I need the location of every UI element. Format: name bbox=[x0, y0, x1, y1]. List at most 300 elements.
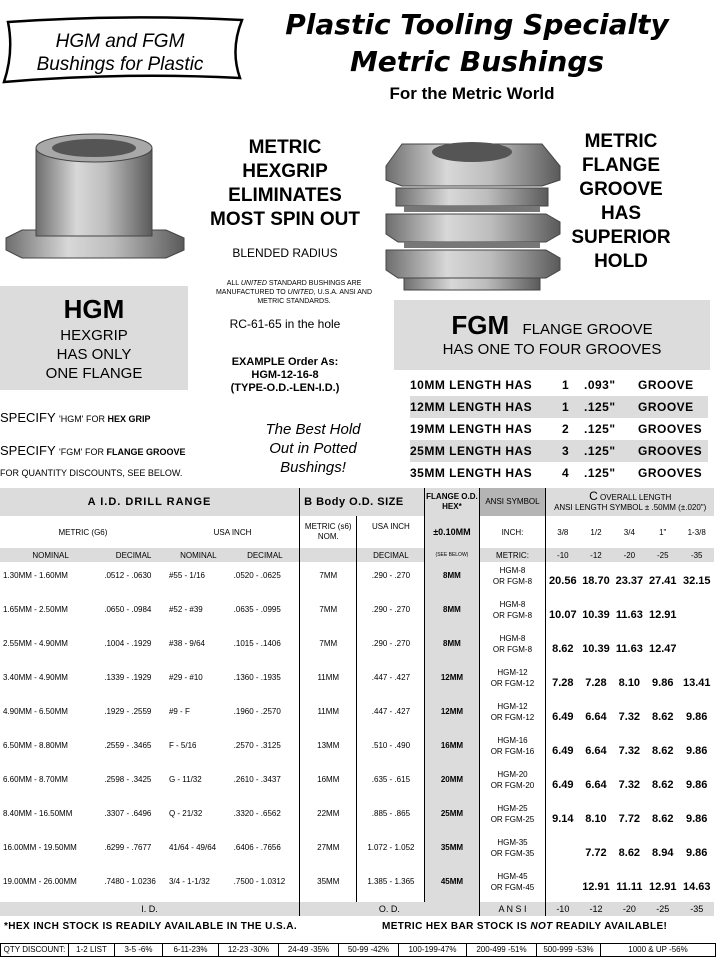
flange-size: 8MM bbox=[425, 596, 479, 630]
hgm-title: HGM bbox=[63, 294, 125, 324]
ansi-fgm: OR FGM-16 bbox=[490, 747, 535, 756]
length-value: 7.32 bbox=[618, 779, 641, 791]
best-hold-callout bbox=[254, 420, 372, 477]
od-nominal: 22MM bbox=[300, 800, 357, 834]
ansi-standards-note bbox=[210, 279, 378, 306]
qty-tier: 200-499 -51% bbox=[467, 944, 537, 956]
od-nominal: 16MM bbox=[300, 766, 357, 800]
length-value: 6.49 bbox=[546, 698, 579, 732]
metric-decimal: .1004 - .1929 bbox=[104, 639, 152, 648]
qty-tier: 24-49 -35% bbox=[279, 944, 339, 956]
length-value: 8.10 bbox=[618, 677, 641, 689]
note-text: STANDARD BUSHINGS ARE MANUFACTURED TO bbox=[215, 280, 362, 296]
metric-decimal: .7480 - 1.0236 bbox=[104, 877, 156, 886]
col-flange: FLANGE O.D. HEX* bbox=[425, 488, 479, 516]
ansi-symbol bbox=[479, 868, 546, 902]
groove-word: GROOVE bbox=[638, 378, 694, 392]
inch-decimal: .1960 - .2570 bbox=[233, 707, 281, 716]
metric-decimal: .6299 - .7677 bbox=[104, 843, 152, 852]
banner-text bbox=[8, 30, 232, 76]
note-brand: UNITED, bbox=[287, 289, 316, 296]
metric-nominal: 4.90MM - 6.50MM bbox=[3, 707, 68, 716]
callout-line: Out in Potted bbox=[269, 440, 357, 457]
ansi-fgm: OR FGM-8 bbox=[492, 645, 533, 654]
metric-hexgrip-heading bbox=[190, 136, 380, 232]
fgm-subtitle: FLANGE GROOVE bbox=[522, 321, 653, 338]
ansi-symbol bbox=[479, 630, 546, 664]
od-usa-inch-label: USA INCH bbox=[357, 516, 425, 548]
table-row bbox=[0, 562, 714, 596]
groove-table bbox=[410, 374, 708, 484]
table-row bbox=[0, 630, 714, 664]
length-value: 14.63 bbox=[682, 881, 711, 893]
table-row bbox=[0, 664, 714, 698]
od-decimal: 1.385 - 1.365 bbox=[357, 868, 425, 902]
ansi-fgm: OR FGM-8 bbox=[492, 611, 533, 620]
groove-row bbox=[410, 374, 708, 396]
fgm-bushing-image bbox=[382, 130, 562, 298]
ansi-symbol bbox=[479, 834, 546, 868]
groove-size: .093" bbox=[584, 378, 616, 392]
groove-length: 19MM LENGTH HAS bbox=[410, 422, 533, 436]
od-decimal: .290 - .270 bbox=[357, 630, 425, 664]
ansi-fgm: OR FGM-12 bbox=[490, 679, 535, 688]
ansi-fgm: OR FGM-45 bbox=[490, 883, 535, 892]
qty-tier: 6-11-23% bbox=[163, 944, 219, 956]
desc-line: HEXGRIP bbox=[60, 327, 128, 344]
length-value: 8.10 bbox=[585, 813, 607, 825]
quantity-discount-bar bbox=[0, 943, 716, 957]
groove-count: 1 bbox=[562, 378, 570, 392]
length-value: 12.47 bbox=[648, 643, 677, 655]
length-value: 7.28 bbox=[585, 677, 607, 689]
inch-size: 3/8 bbox=[546, 516, 579, 548]
qty-tier: 100-199-47% bbox=[399, 944, 467, 956]
note-brand: UNITED bbox=[240, 280, 267, 287]
hgm-bushing-image bbox=[2, 126, 186, 286]
col-group-c bbox=[546, 488, 714, 516]
groove-length: 25MM LENGTH HAS bbox=[410, 444, 533, 458]
example-format: (TYPE-O.D.-LEN-I.D.) bbox=[230, 382, 340, 394]
ansi-hgm: HGM-16 bbox=[497, 736, 528, 745]
ansi-symbol bbox=[479, 732, 546, 766]
groove-row bbox=[410, 440, 708, 462]
groove-row bbox=[410, 418, 708, 440]
length-value: 13.41 bbox=[682, 677, 711, 689]
table-footer-row bbox=[0, 902, 714, 916]
ansi-fgm: OR FGM-25 bbox=[490, 815, 535, 824]
qty-tier: 3-5 -6% bbox=[115, 944, 163, 956]
rc-hole-note: RC-61-65 in the hole bbox=[229, 317, 341, 331]
length-value: 9.86 bbox=[686, 813, 708, 825]
groove-word: GROOVES bbox=[638, 422, 703, 436]
metric-nominal: 19.00MM - 26.00MM bbox=[3, 877, 77, 886]
groove-count: 4 bbox=[562, 466, 570, 480]
metric-s6-label bbox=[300, 516, 357, 548]
od-decimal: .290 - .270 bbox=[357, 562, 425, 596]
nominal-label: NOMINAL bbox=[166, 548, 231, 562]
inch-decimal: .1015 - .1406 bbox=[233, 639, 281, 648]
flange-size: 8MM bbox=[425, 562, 479, 596]
title-line-1: Plastic Tooling Specialty bbox=[285, 8, 669, 41]
metric-nominal: 8.40MM - 16.50MM bbox=[3, 809, 73, 818]
flange-size: 8MM bbox=[425, 630, 479, 664]
note-text: READILY AVAILABLE! bbox=[552, 921, 668, 932]
col-group-a: A I.D. DRILL RANGE bbox=[0, 488, 300, 516]
heading-line: HAS bbox=[600, 203, 642, 224]
od-decimal: .885 - .865 bbox=[357, 800, 425, 834]
inch-nominal: #29 - #10 bbox=[168, 673, 203, 682]
length-value: 8.62 bbox=[652, 711, 674, 723]
length-value: 9.86 bbox=[686, 745, 708, 757]
hex-inch-stock-note: *HEX INCH STOCK IS READILY AVAILABLE IN THE U.S.A. bbox=[4, 921, 297, 932]
length-value: 11.11 bbox=[616, 881, 643, 893]
tagline: For the Metric World bbox=[389, 84, 555, 103]
inch-nominal: 41/64 - 49/64 bbox=[168, 843, 217, 852]
fgm-title: FGM bbox=[451, 310, 510, 340]
od-nominal: 7MM bbox=[300, 596, 357, 630]
inch-decimal: .0520 - .0625 bbox=[233, 571, 281, 580]
metric-code: -20 bbox=[613, 548, 646, 562]
groove-size: .125" bbox=[584, 400, 616, 414]
length-value: 12.91 bbox=[648, 609, 677, 621]
table-header-row-1 bbox=[0, 488, 714, 516]
table-row bbox=[0, 698, 714, 732]
heading-line: MOST SPIN OUT bbox=[210, 209, 360, 230]
flange-size: 35MM bbox=[425, 834, 479, 868]
inch-decimal: .3320 - .6562 bbox=[233, 809, 281, 818]
inch-size: 1-3/8 bbox=[687, 527, 706, 537]
metric-g6-label: METRIC (G6) bbox=[58, 527, 108, 537]
metric-nominal: 1.30MM - 1.60MM bbox=[3, 571, 68, 580]
foot-id-label: I. D. bbox=[0, 902, 300, 916]
length-value: 7.32 bbox=[618, 711, 641, 723]
heading-line: GROOVE bbox=[579, 179, 663, 200]
length-value: 7.28 bbox=[546, 664, 579, 698]
ansi-hgm: HGM-8 bbox=[499, 566, 526, 575]
length-value: 7.72 bbox=[618, 813, 641, 825]
table-row bbox=[0, 834, 714, 868]
length-value: 23.37 bbox=[615, 575, 644, 587]
flange-tolerance: ±0.10MM bbox=[425, 516, 479, 548]
metric-nominal: 6.50MM - 8.80MM bbox=[3, 741, 68, 750]
col-c-letter: C bbox=[589, 489, 598, 503]
foot-code: -25 bbox=[646, 902, 679, 916]
length-value: 7.72 bbox=[585, 847, 607, 859]
ansi-hgm: HGM-35 bbox=[497, 838, 528, 847]
example-code: HGM-12-16-8 bbox=[251, 369, 319, 381]
metric-decimal: .1339 - .1929 bbox=[104, 673, 152, 682]
table-row bbox=[0, 766, 714, 800]
desc-line: ONE FLANGE bbox=[45, 365, 143, 382]
decimal-label: DECIMAL bbox=[231, 548, 300, 562]
callout-line: Bushings! bbox=[280, 459, 346, 476]
metric-nominal: 6.60MM - 8.70MM bbox=[3, 775, 68, 784]
inch-nominal: Q - 21/32 bbox=[168, 809, 203, 818]
metric-decimal: .0512 - .0630 bbox=[104, 571, 152, 580]
ansi-symbol bbox=[479, 766, 546, 800]
length-value: 32.15 bbox=[682, 575, 711, 587]
length-value: 9.14 bbox=[546, 800, 579, 834]
table-row bbox=[0, 868, 714, 902]
metric-code: -10 bbox=[546, 548, 579, 562]
blended-radius-label: BLENDED RADIUS bbox=[232, 246, 338, 260]
od-decimal: .447 - .427 bbox=[357, 664, 425, 698]
length-value: 8.62 bbox=[652, 779, 674, 791]
inch-size: 1" bbox=[659, 527, 667, 537]
od-decimal: .635 - .615 bbox=[357, 766, 425, 800]
foot-code: -20 bbox=[613, 902, 646, 916]
length-value bbox=[679, 630, 714, 664]
length-value: 8.62 bbox=[652, 813, 674, 825]
length-value: 7.32 bbox=[618, 745, 641, 757]
ansi-fgm: OR FGM-8 bbox=[492, 577, 533, 586]
foot-code: -10 bbox=[546, 902, 579, 916]
col-group-b: B Body O.D. SIZE bbox=[300, 488, 425, 516]
note-text: ALL bbox=[226, 280, 241, 287]
inch-nominal: #55 - 1/16 bbox=[168, 571, 205, 580]
od-nominal: 35MM bbox=[300, 868, 357, 902]
groove-length: 35MM LENGTH HAS bbox=[410, 466, 533, 480]
fgm-title-line bbox=[394, 310, 710, 341]
groove-row bbox=[410, 396, 708, 418]
ansi-symbol bbox=[479, 562, 546, 596]
specify-code: 'FGM' FOR bbox=[59, 447, 107, 457]
length-value: 27.41 bbox=[648, 575, 677, 587]
ansi-hgm: HGM-25 bbox=[497, 804, 528, 813]
specify-word: SPECIFY bbox=[0, 410, 60, 425]
length-value: 8.62 bbox=[546, 630, 579, 664]
specify-type: FLANGE GROOVE bbox=[106, 447, 186, 457]
metric-nominal: 2.55MM - 4.90MM bbox=[3, 639, 68, 648]
groove-word: GROOVES bbox=[638, 444, 703, 458]
groove-word: GROOVE bbox=[638, 400, 694, 414]
ansi-hgm: HGM-12 bbox=[497, 702, 528, 711]
specify-fgm bbox=[0, 443, 185, 458]
table-row bbox=[0, 596, 714, 630]
groove-row bbox=[410, 462, 708, 484]
groove-word: GROOVES bbox=[638, 466, 703, 480]
inch-decimal: .7500 - 1.0312 bbox=[233, 877, 286, 886]
od-nominal: 7MM bbox=[300, 562, 357, 596]
qty-tier: 50-99 -42% bbox=[339, 944, 399, 956]
od-decimal: 1.072 - 1.052 bbox=[357, 834, 425, 868]
specify-hgm bbox=[0, 410, 150, 425]
length-value: 10.07 bbox=[546, 596, 579, 630]
groove-length: 10MM LENGTH HAS bbox=[410, 378, 533, 392]
quantity-discount-note: FOR QUANTITY DISCOUNTS, SEE BELOW. bbox=[0, 468, 183, 478]
ansi-hgm: HGM-12 bbox=[497, 668, 528, 677]
metric-nominal: 16.00MM - 19.50MM bbox=[3, 843, 77, 852]
groove-size: .125" bbox=[584, 466, 616, 480]
specify-word: SPECIFY bbox=[0, 443, 60, 458]
nominal-label: NOMINAL bbox=[0, 548, 101, 562]
metric-decimal: .2598 - .3425 bbox=[104, 775, 152, 784]
length-value: 6.49 bbox=[546, 766, 579, 800]
groove-size: .125" bbox=[584, 422, 616, 436]
inch-size: 1/2 bbox=[590, 527, 602, 537]
ansi-hgm: HGM-45 bbox=[497, 872, 528, 881]
foot-code: -12 bbox=[579, 902, 612, 916]
length-value: 6.49 bbox=[546, 732, 579, 766]
heading-line: HEXGRIP bbox=[242, 161, 328, 182]
length-value: 8.62 bbox=[618, 847, 641, 859]
order-example bbox=[190, 356, 380, 395]
ansi-fgm: OR FGM-20 bbox=[490, 781, 535, 790]
ansi-hgm: HGM-8 bbox=[499, 634, 526, 643]
inch-decimal: .1360 - .1935 bbox=[233, 673, 281, 682]
flange-size: 16MM bbox=[425, 732, 479, 766]
heading-line: HOLD bbox=[594, 251, 648, 272]
length-value: 11.63 bbox=[615, 609, 643, 621]
length-value: 12.91 bbox=[582, 881, 610, 893]
groove-count: 2 bbox=[562, 422, 570, 436]
length-value: 8.62 bbox=[652, 745, 674, 757]
length-value: 10.39 bbox=[582, 609, 610, 621]
length-value bbox=[546, 868, 579, 902]
ansi-hgm: HGM-8 bbox=[499, 600, 526, 609]
note-text: METRIC HEX BAR STOCK IS bbox=[382, 921, 531, 932]
nom-text: NOM. bbox=[317, 532, 339, 541]
metric-decimal: .1929 - .2559 bbox=[104, 707, 152, 716]
ansi-symbol bbox=[479, 664, 546, 698]
col-c-tolerance: ANSI LENGTH SYMBOL ± .50MM (±.020") bbox=[554, 503, 707, 512]
metric-label: METRIC: bbox=[479, 548, 546, 562]
length-value bbox=[679, 596, 714, 630]
flange-size: 45MM bbox=[425, 868, 479, 902]
inch-nominal: F - 5/16 bbox=[168, 741, 197, 750]
inch-nominal: #52 - #39 bbox=[168, 605, 203, 614]
ansi-symbol bbox=[479, 698, 546, 732]
metric-decimal: .3307 - .6496 bbox=[104, 809, 152, 818]
decimal-label: DECIMAL bbox=[357, 548, 425, 562]
length-value bbox=[546, 834, 579, 868]
qty-label: QTY DISCOUNT: bbox=[1, 944, 69, 956]
metric-s6-text: METRIC (s6) bbox=[304, 522, 352, 531]
flange-size: 12MM bbox=[425, 698, 479, 732]
od-nominal: 7MM bbox=[300, 630, 357, 664]
heading-line: ELIMINATES bbox=[228, 185, 342, 206]
metric-hex-stock-note bbox=[382, 921, 667, 932]
inch-size: 3/4 bbox=[623, 527, 635, 537]
inch-nominal: G - 11/32 bbox=[168, 775, 202, 784]
qty-tier: 1-2 LIST bbox=[69, 944, 115, 956]
metric-nominal: 1.65MM - 2.50MM bbox=[3, 605, 68, 614]
ansi-hgm: HGM-20 bbox=[497, 770, 528, 779]
foot-od-label: O. D. bbox=[300, 902, 480, 916]
desc-line: HAS ONLY bbox=[56, 346, 132, 363]
table-header-row-2 bbox=[0, 516, 714, 548]
bushing-spec-table bbox=[0, 488, 714, 916]
metric-code: -25 bbox=[646, 548, 679, 562]
inch-nominal: #38 - 9/64 bbox=[168, 639, 205, 648]
ansi-symbol bbox=[479, 596, 546, 630]
od-nominal: 13MM bbox=[300, 732, 357, 766]
od-decimal: .290 - .270 bbox=[357, 596, 425, 630]
metric-flange-groove-heading bbox=[560, 130, 682, 274]
heading-line: METRIC bbox=[584, 131, 658, 152]
inch-decimal: .6406 - .7656 bbox=[233, 843, 281, 852]
table-body bbox=[0, 562, 714, 902]
foot-ansi-label: A N S I bbox=[479, 902, 546, 916]
length-value: 18.70 bbox=[582, 575, 610, 587]
note-emphasis: NOT bbox=[530, 921, 553, 932]
usa-inch-label: USA INCH bbox=[213, 527, 252, 537]
metric-decimal: .2559 - .3465 bbox=[104, 741, 152, 750]
ansi-fgm: OR FGM-12 bbox=[490, 713, 535, 722]
note-text: U.S.A. ANSI AND METRIC STANDARDS. bbox=[257, 289, 373, 305]
heading-line: FLANGE bbox=[581, 155, 661, 176]
length-value: 10.39 bbox=[582, 643, 610, 655]
od-nominal: 11MM bbox=[300, 664, 357, 698]
inch-decimal: .0635 - .0995 bbox=[233, 605, 281, 614]
groove-count: 3 bbox=[562, 444, 570, 458]
groove-length: 12MM LENGTH HAS bbox=[410, 400, 533, 414]
decimal-label: DECIMAL bbox=[101, 548, 166, 562]
heading-line: METRIC bbox=[248, 137, 322, 158]
length-value: 6.64 bbox=[585, 779, 607, 791]
title-line-2: Metric Bushings bbox=[349, 45, 605, 78]
flange-size: 20MM bbox=[425, 766, 479, 800]
length-value: 12.91 bbox=[648, 881, 677, 893]
banner-line-2: Bushings for Plastic bbox=[36, 54, 204, 75]
ansi-symbol bbox=[479, 800, 546, 834]
length-value: 8.94 bbox=[652, 847, 674, 859]
foot-code: -35 bbox=[679, 902, 714, 916]
length-value: 9.86 bbox=[686, 779, 708, 791]
fgm-description: HAS ONE TO FOUR GROOVES bbox=[442, 341, 662, 358]
hgm-description bbox=[0, 326, 188, 383]
length-value: 9.86 bbox=[686, 847, 708, 859]
inch-label: INCH: bbox=[479, 516, 546, 548]
length-value: 6.64 bbox=[585, 711, 607, 723]
col-c-title: OVERALL LENGTH bbox=[600, 493, 672, 502]
page-title bbox=[252, 6, 702, 80]
table-row bbox=[0, 732, 714, 766]
example-title: EXAMPLE Order As: bbox=[231, 356, 339, 368]
od-decimal: .510 - .490 bbox=[357, 732, 425, 766]
specify-code: 'HGM' FOR bbox=[59, 414, 108, 424]
metric-decimal: .0650 - .0984 bbox=[104, 605, 152, 614]
od-nominal: 11MM bbox=[300, 698, 357, 732]
length-value: 9.86 bbox=[686, 711, 708, 723]
metric-code: -12 bbox=[579, 548, 612, 562]
inch-nominal: #9 - F bbox=[168, 707, 190, 716]
flange-size: 12MM bbox=[425, 664, 479, 698]
table-row bbox=[0, 800, 714, 834]
qty-tier: 1000 & UP -56% bbox=[628, 945, 688, 954]
groove-count: 1 bbox=[562, 400, 570, 414]
flange-size: 25MM bbox=[425, 800, 479, 834]
length-value: 6.64 bbox=[585, 745, 607, 757]
length-value: 11.63 bbox=[615, 643, 643, 655]
groove-size: .125" bbox=[584, 444, 616, 458]
length-value: 20.56 bbox=[546, 562, 579, 596]
qty-tier: 12-23 -30% bbox=[219, 944, 279, 956]
metric-code: -35 bbox=[679, 548, 714, 562]
qty-tier: 500-999 -53% bbox=[537, 944, 601, 956]
banner-line-1: HGM and FGM bbox=[55, 31, 185, 52]
inch-decimal: .2610 - .3437 bbox=[233, 775, 281, 784]
od-nominal: 27MM bbox=[300, 834, 357, 868]
metric-nominal: 3.40MM - 4.90MM bbox=[3, 673, 68, 682]
see-below-note: (SEE BELOW) bbox=[425, 548, 479, 562]
table-header-row-3 bbox=[0, 548, 714, 562]
ansi-fgm: OR FGM-35 bbox=[490, 849, 535, 858]
od-decimal: .447 - .427 bbox=[357, 698, 425, 732]
col-ansi: ANSI SYMBOL bbox=[479, 488, 546, 516]
length-value: 9.86 bbox=[652, 677, 674, 689]
